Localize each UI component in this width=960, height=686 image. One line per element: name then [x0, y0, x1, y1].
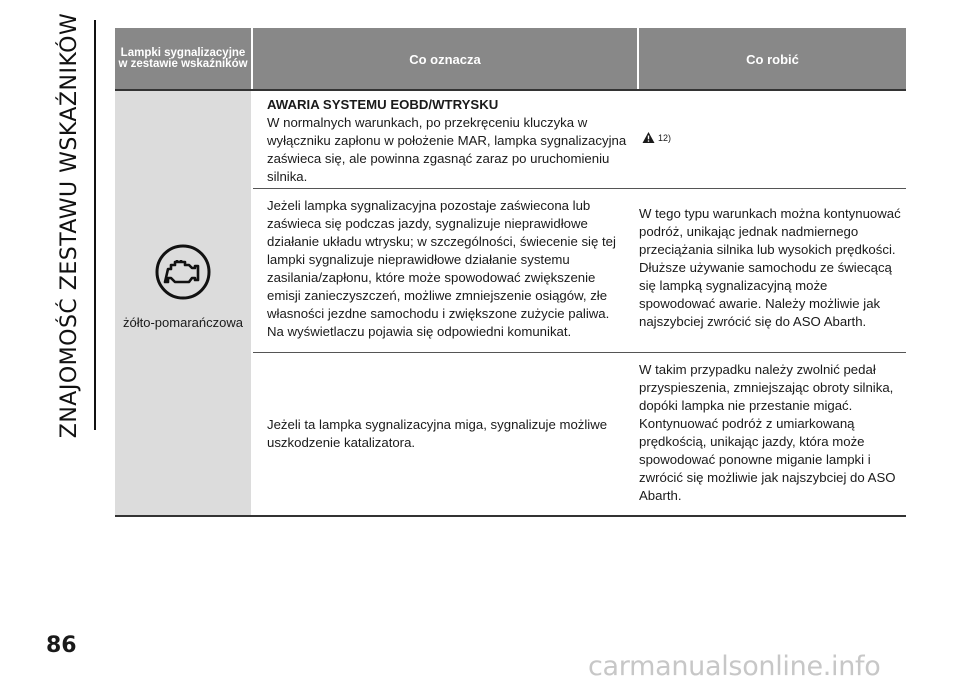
- table-bottom-divider: [115, 515, 906, 517]
- side-title-text: ZNAJOMOŚĆ ZESTAWU WSKAŹNIKÓW: [57, 12, 83, 438]
- side-divider: [94, 20, 96, 430]
- row-2-extra: Na wyświetlaczu pojawia się odpowiedni komunikat.: [267, 324, 572, 339]
- page-number: 86: [46, 633, 77, 658]
- row-divider: [253, 352, 906, 353]
- lamp-color-label: żółto-pomarańczowa: [123, 315, 243, 330]
- watermark: carmanualsonline.info: [588, 651, 881, 682]
- section-side-title: [50, 12, 90, 438]
- row-1-text: W normalnych warunkach, po przekręceniu kluczyka w wyłączniku zapłonu w położenie MAR, lampka sygnalizacyjna zaświeca się, ale powinna zgasnąć zaraz po uruchomieniu silnika.: [267, 115, 627, 184]
- row-1-title: AWARIA SYSTEMU EOBD/WTRYSKU: [267, 97, 499, 112]
- row-2-text: Jeżeli lampka sygnalizacyjna pozostaje zaświecona lub zaświeca się podczas jazdy, sygnalizuje nieprawidłowe działanie układu wtrysku; w szczególności, świecenie się tej lampki sygnalizuje nieprawidłowe działanie systemu zasilania/zapłonu, które może spowodować zwiększenie emisji zanieczyszczeń, możliwe zmniejszenie osiągów, złe własności jezdne samochodu i zwiększone zużycie paliwa.: [267, 198, 616, 321]
- header-lamp: Lampki sygnalizacyjne w zestawie wskaźników: [115, 28, 251, 90]
- row-2-action: W tego typu warunkach można kontynuować podróż, unikając jednak nadmiernego przeciążania silnika lub wysokich prędkości. Dłuższe używanie samochodu ze świecącą się lampką sygnalizacyjną może spowodować awarie. Należy możliwie jak najszybciej zwrócić się do ASO Abarth.: [639, 206, 901, 329]
- row-1-meaning: [267, 96, 627, 186]
- header-meaning: Co oznacza: [253, 28, 637, 90]
- row-1-note: [642, 131, 671, 144]
- warning-icon: [642, 131, 655, 144]
- row-3-meaning: Jeżeli ta lampka sygnalizacyjna miga, sygnalizuje możliwe uszkodzenie katalizatora.: [267, 417, 608, 450]
- row-2-meaning: [267, 197, 627, 341]
- row-divider: [253, 188, 906, 189]
- header-action: Co robić: [639, 28, 906, 90]
- note-ref: 12): [658, 132, 672, 143]
- row-3-action: W takim przypadku należy zwolnić pedał przyspieszenia, zmniejszając obroty silnika, dopóki lampka nie przestanie migać. Kontynuować podróż z umiarkowaną prędkością, unikając jazdy, która może spowodować ponowne miganie lampki i zwrócić się możliwie jak najszybciej do ASO Abarth.: [639, 362, 896, 503]
- lamp-column: [115, 91, 251, 515]
- engine-check-icon: [155, 244, 211, 300]
